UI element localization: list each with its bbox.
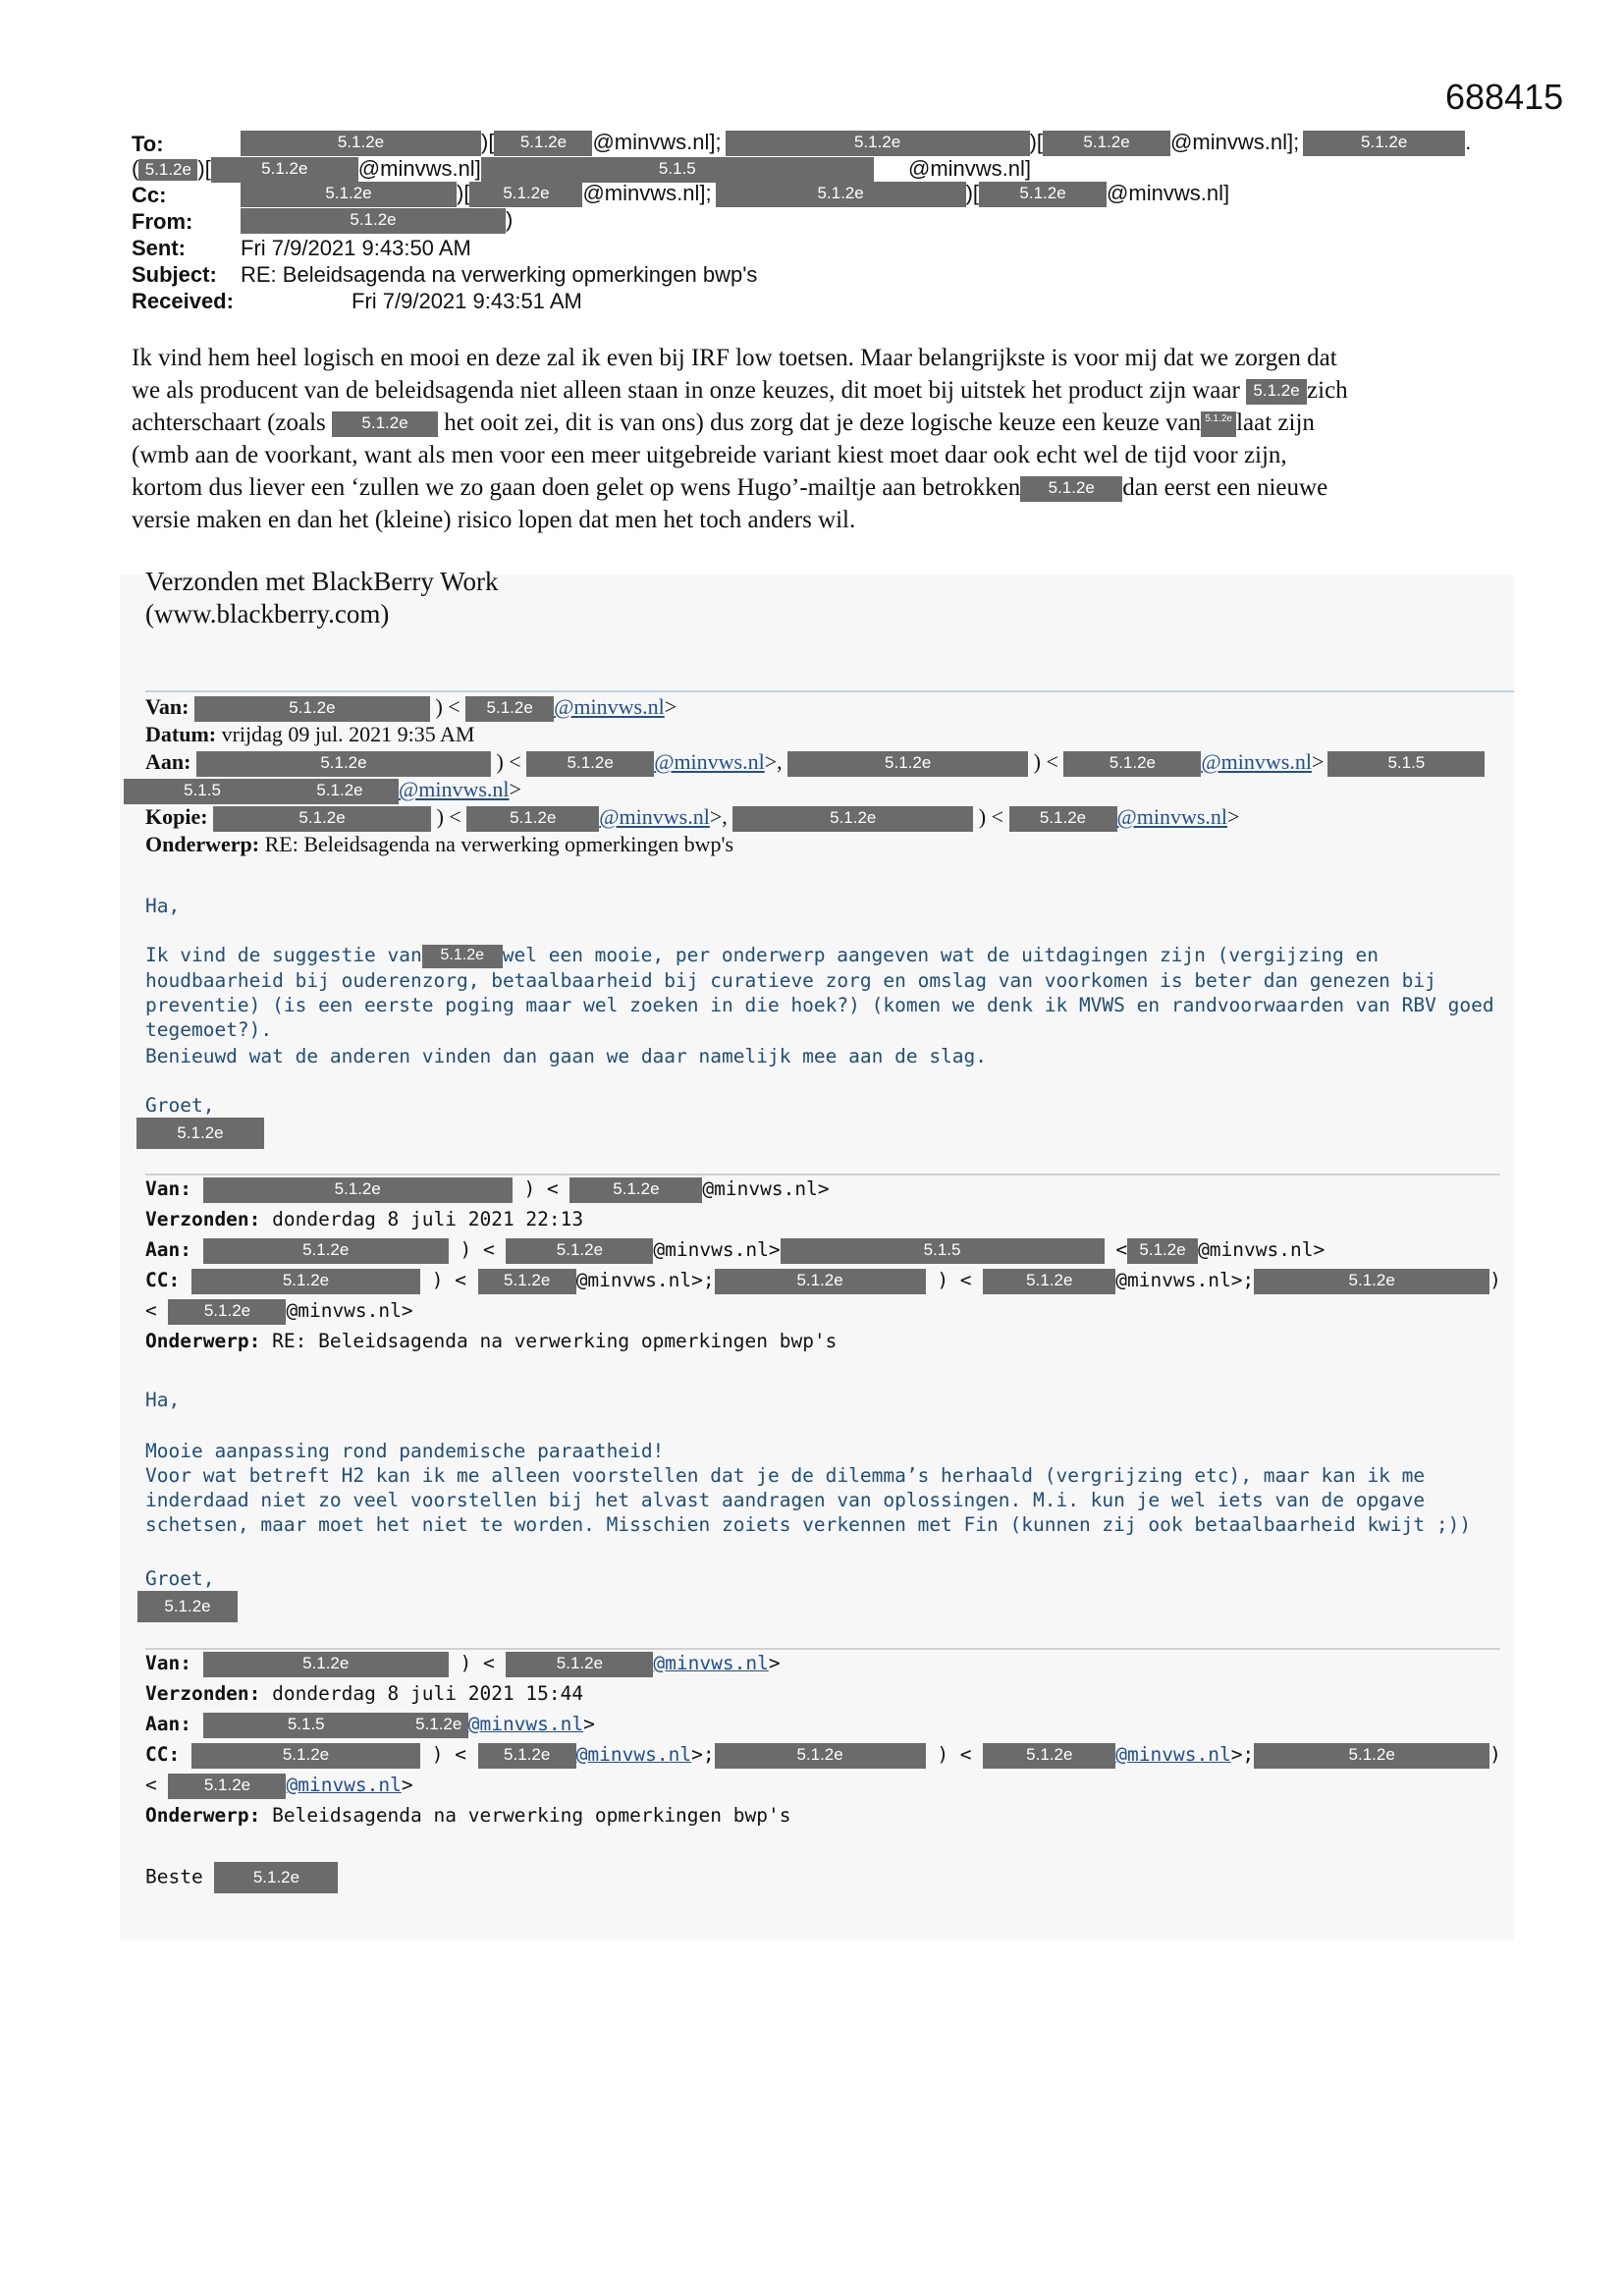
email1-subject: Onderwerp: RE: Beleidsagenda na verwerking opmerkingen bwp's <box>145 832 734 856</box>
email2-sender <box>137 1591 238 1622</box>
redaction: 5.1.2e <box>466 806 599 832</box>
email1-closing: Groet, <box>145 1094 215 1117</box>
redaction: 5.1.2e <box>1043 131 1170 156</box>
email1-date: Datum: vrijdag 09 jul. 2021 9:35 AM <box>145 722 475 746</box>
redaction: 5.1.2e <box>478 1743 576 1769</box>
redaction: 5.1.2e <box>281 779 399 804</box>
redaction: 5.1.2e <box>726 131 1030 156</box>
email2-paragraph-1: Mooie aanpassing rond pandemische paraatheid! <box>145 1440 665 1462</box>
redaction: 5.1.2e <box>136 1118 264 1149</box>
email2-sent: Verzonden: donderdag 8 juli 2021 22:13 <box>145 1208 584 1230</box>
email3-from: Van: 5.1.2e ) < 5.1.2e @minvws.nl> <box>145 1649 781 1678</box>
redaction: 5.1.2e <box>191 1743 420 1769</box>
redaction: 5.1.2e <box>168 1774 286 1799</box>
redaction: 5.1.2e <box>168 1299 286 1325</box>
redaction: 5.1.2e <box>213 806 431 832</box>
email2-cc: CC: 5.1.2e ) < 5.1.2e @minvws.nl>; 5.1.2e ) < 5.1.2e @minvws.nl>; 5.1.2e ) <box>145 1266 1501 1295</box>
cc-label: Cc: <box>132 183 167 207</box>
email2-from: Van: 5.1.2e ) < 5.1.2e @minvws.nl> <box>145 1175 830 1204</box>
redaction: 5.1.2e <box>137 1591 238 1622</box>
redaction: 5.1.2e <box>191 1269 420 1294</box>
redaction: 5.1.2e <box>241 208 506 234</box>
redaction: 5.1.5 <box>1327 751 1485 777</box>
email2-subject: Onderwerp: RE: Beleidsagenda na verwerking opmerkingen bwp's <box>145 1330 838 1352</box>
from-value: 5.1.2e ) <box>241 207 513 234</box>
redaction: 5.1.2e <box>1254 1269 1489 1294</box>
redaction: 5.1.2e <box>478 1269 576 1294</box>
from-label: From: <box>132 209 193 234</box>
body-line-4: (wmb aan de voorkant, want als men voor een meer uitgebreide variant kiest moet daar ook echt wel de tijd voor zijn, <box>132 442 1287 468</box>
body-line-1: Ik vind hem heel logisch en mooi en deze zal ik even bij IRF low toetsen. Maar belangrijkste is voor mij dat we zorgen dat <box>132 345 1337 371</box>
redaction: 5.1.2e <box>787 751 1028 777</box>
to-line-2: ( 5.1.2e )[ 5.1.2e @minvws.nl] 5.1.5 <box>132 156 874 183</box>
email1-greeting: Ha, <box>145 895 181 917</box>
redaction: 5.1.2e <box>469 182 582 207</box>
received-value: Fri 7/9/2021 9:43:51 AM <box>352 289 582 313</box>
email3-cc-cont: < 5.1.2e @minvws.nl> <box>145 1771 413 1800</box>
body-line-6: versie maken en dan het (kleine) risico lopen dat men het toch anders wil. <box>132 507 856 533</box>
redaction: 5.1.2e <box>194 696 430 722</box>
redaction: 5.1.2e <box>1201 411 1236 437</box>
redaction: 5.1.2e <box>214 1862 338 1893</box>
redaction: 5.1.2e <box>211 157 358 183</box>
email2-closing: Groet, <box>145 1567 215 1590</box>
redaction: 5.1.2e <box>196 751 491 777</box>
to-line-1: 5.1.2e )[ 5.1.2e @minvws.nl]; 5.1.2e )[ 5.1.2e @minvws.nl]; 5.1.2e . <box>241 130 1471 156</box>
subject-value: RE: Beleidsagenda na verwerking opmerkingen bwp's <box>241 262 758 287</box>
redaction: 5.1.2e <box>241 182 457 207</box>
redaction: 5.1.2e <box>732 806 973 832</box>
email2-to: Aan: 5.1.2e ) < 5.1.2e @minvws.nl> 5.1.5 < 5.1.2e @minvws.nl> <box>145 1235 1325 1265</box>
redaction: 5.1.2e <box>506 1238 653 1264</box>
redaction: 5.1.2e <box>1020 476 1122 502</box>
email1-sender <box>136 1118 264 1149</box>
redaction: 5.1.2e <box>506 1652 653 1677</box>
redaction: 5.1.2e <box>422 945 503 968</box>
signature-line-1: Verzonden met BlackBerry Work <box>145 567 499 596</box>
redaction: 5.1.2e <box>715 1269 926 1294</box>
email3-subject: Onderwerp: Beleidsagenda na verwerking opmerkingen bwp's <box>145 1804 791 1827</box>
document-number: 688415 <box>1445 77 1564 117</box>
separator <box>145 690 1514 692</box>
redaction: 5.1.2e <box>1254 1743 1489 1769</box>
sent-value: Fri 7/9/2021 9:43:50 AM <box>241 236 471 260</box>
subject-label: Subject: <box>132 262 217 287</box>
redaction: 5.1.2e <box>1063 751 1201 777</box>
redaction: 5.1.5 <box>203 1713 409 1738</box>
to-line-2b: @minvws.nl] <box>908 156 1032 181</box>
redaction: 5.1.2e <box>409 1713 468 1738</box>
redaction: 5.1.2e <box>979 182 1107 207</box>
redaction: 5.1.2e <box>203 1177 513 1203</box>
email1-paragraph-1: Ik vind de suggestie van 5.1.2e wel een mooie, per onderwerp aangeven wat de uitdagingen zijn (vergijzing en houdbaarheid bij ouderenzorg, betaalbaarheid bij curatieve zorg en omslag van voorkomen is beter dan genezen bij preventie) (is een eerste poging maar wel zoeken in die hoek?) (komen we denk ik MVWS en randvoorwaarden van RBV goed tegemoet?). <box>145 944 1494 1041</box>
redaction: 5.1.2e <box>569 1177 702 1203</box>
redaction: 5.1.5 <box>781 1238 1105 1264</box>
redaction: 5.1.2e <box>241 131 481 156</box>
email1-paragraph-2: Benieuwd wat de anderen vinden dan gaan we daar namelijk mee aan de slag. <box>145 1045 988 1067</box>
body-line-3: achterschaart (zoals 5.1.2e het ooit zei, dit is van ons) dus zorg dat je deze logische keuze een keuze van 5.1.2e laat zijn <box>132 410 1315 436</box>
redaction: 5.1.2e <box>1127 1238 1198 1264</box>
email2-paragraph-2: Voor wat betreft H2 kan ik me alleen voorstellen dat je de dilemma’s herhaald (vergrijzing etc), maar kan ik me inderdaad niet zo veel voorstellen bij het alvast aandragen van oplossingen. M.i. kun je wel iets van de opgave schetsen, maar moet het niet te worden. Misschien zoiets verkennen met Fin (kunnen zij ook betaalbaarheid kwijt ;)) <box>145 1464 1472 1536</box>
email2-greeting: Ha, <box>145 1389 181 1411</box>
redaction: 5.1.2e <box>716 182 966 207</box>
email3-greeting: Beste 5.1.2e <box>145 1862 338 1893</box>
signature-line-2: (www.blackberry.com) <box>145 599 390 629</box>
redaction: 5.1.2e <box>465 696 554 722</box>
email1-cc: Kopie: 5.1.2e ) < 5.1.2e @minvws.nl>, 5.1.2e ) < 5.1.2e @minvws.nl> <box>145 803 1239 832</box>
email1-to: Aan: 5.1.2e ) < 5.1.2e @minvws.nl>, 5.1.2e ) < 5.1.2e @minvws.nl> 5.1.5 <box>145 748 1485 777</box>
received-label: Received: <box>132 289 234 313</box>
body-line-2: we als producent van de beleidsagenda niet alleen staan in onze keuzes, dit moet bij uitstek het product zijn waar 5.1.2e zich <box>132 377 1348 404</box>
redaction: 5.1.2e <box>1246 379 1307 405</box>
redaction: 5.1.2e <box>983 1269 1115 1294</box>
redaction: 5.1.2e <box>526 751 654 777</box>
cc-line: 5.1.2e )[ 5.1.2e @minvws.nl]; 5.1.2e )[ 5.1.2e @minvws.nl] <box>241 181 1229 207</box>
email3-cc: CC: 5.1.2e ) < 5.1.2e @minvws.nl>; 5.1.2e ) < 5.1.2e @minvws.nl>; 5.1.2e ) <box>145 1740 1501 1770</box>
redaction: 5.1.2e <box>494 131 592 156</box>
email2-cc-cont: < 5.1.2e @minvws.nl> <box>145 1296 413 1326</box>
redaction: 5.1.2e <box>715 1743 926 1769</box>
email1-to-cont: 5.1.5 5.1.2e @minvws.nl> <box>124 776 521 804</box>
email3-to: Aan: 5.1.5 5.1.2e @minvws.nl> <box>145 1710 595 1739</box>
to-label: To: <box>132 132 164 156</box>
email3-sent: Verzonden: donderdag 8 juli 2021 15:44 <box>145 1682 584 1705</box>
redaction: 5.1.5 <box>124 779 281 804</box>
redaction: 5.1.2e <box>138 159 197 181</box>
redaction: 5.1.2e <box>203 1238 449 1264</box>
redaction: 5.1.2e <box>983 1743 1115 1769</box>
redaction: 5.1.2e <box>1303 131 1465 156</box>
redaction: 5.1.5 <box>481 157 874 183</box>
redaction: 5.1.2e <box>1009 806 1117 832</box>
redaction: 5.1.2e <box>203 1652 449 1677</box>
body-line-5: kortom dus liever een ‘zullen we zo gaan doen gelet op wens Hugo’-mailtje aan betrokken 5.1.2e dan eerst een nieuwe <box>132 474 1328 501</box>
email1-from: Van: 5.1.2e ) < 5.1.2e @minvws.nl> <box>145 693 677 722</box>
redaction: 5.1.2e <box>332 411 438 437</box>
sent-label: Sent: <box>132 236 186 260</box>
